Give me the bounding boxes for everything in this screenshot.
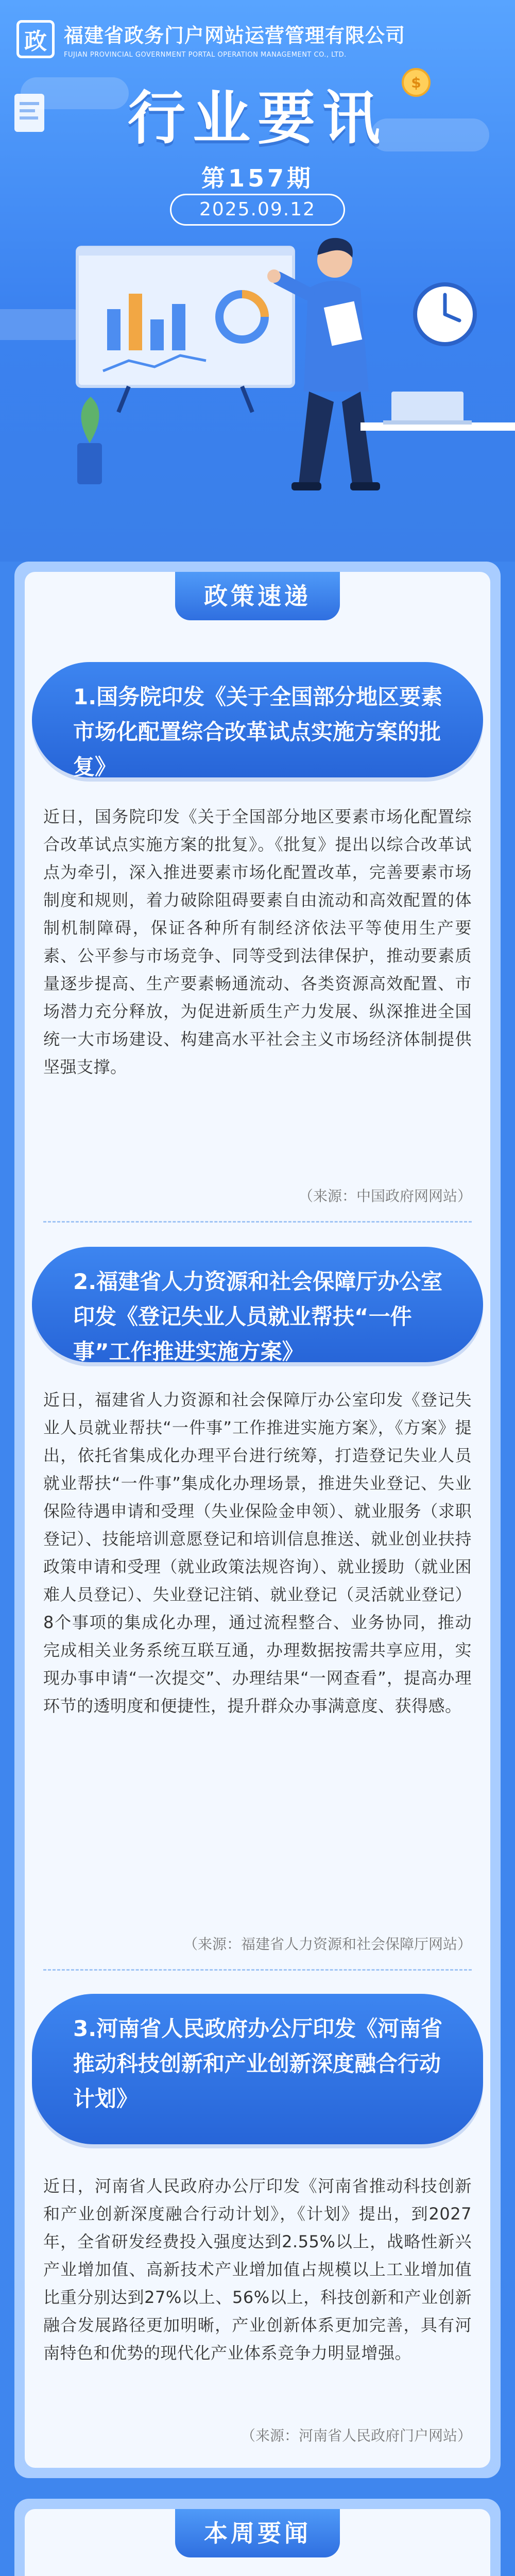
svg-text:$: $ xyxy=(411,74,421,91)
article-source: （来源：中国政府网网站） xyxy=(298,1188,472,1205)
article-source: （来源：河南省人民政府门户网站） xyxy=(241,2427,472,2444)
article-divider xyxy=(43,1969,472,1971)
issue-date: 2025.09.12 xyxy=(170,194,345,226)
section-tab-news: 本周要闻 xyxy=(175,2509,340,2557)
plant-icon xyxy=(77,397,102,484)
coin-icon xyxy=(403,69,430,96)
section-news xyxy=(14,2499,501,2576)
article-body: 近日，河南省人民政府办公厅印发《河南省推动科技创新和产业创新深度融合行动计划》，《计划》提出，到2027年，全省研发经费投入强度达到2.55%以上，战略性新兴产业增加值、高新技术产业增加值占规模以上工业增加值比重分别达到27%以上、56%以上，科技创新和产业创新融合发展路径更加明晰，产业创新体系更加完善，具有河南特色和优势的现代化产业体系竞争力明显增强。 xyxy=(43,2176,472,2363)
header-banner xyxy=(0,0,515,562)
article-body: 近日，国务院印发《关于全国部分地区要素市场化配置综合改革试点实施方案的批复》。《批复》提出以综合改革试点为牵引，深入推进要素市场化配置改革，完善要素市场制度和规则，着力破除阻碍要素自由流动和高效配置的体制机制障碍，保证各种所有制经济依法平等使用生产要素、公平参与市场竞争、同等受到法律保护，推动要素质量逐步提高、生产要素畅通流动、各类资源高效配置、市场潜力充分释放，为促进新质生产力发展、纵深推进全国统一大市场建设、构建高水平社会主义市场经济体制提供坚强支撑。 xyxy=(43,807,472,1077)
article-title: 2.福建省人力资源和社会保障厅办公室印发《登记失业人员就业帮扶“一件事”工作推进实施方案》 xyxy=(32,1247,483,1362)
article-divider xyxy=(43,1221,472,1223)
article-title: 3.河南省人民政府办公厅印发《河南省推动科技创新和产业创新深度融合行动计划》 xyxy=(32,1994,483,2144)
org-logo-icon: 政 xyxy=(16,20,55,58)
org-name-cn: 福建省政务门户网站运营管理有限公司 xyxy=(64,24,406,47)
article-title: 1.国务院印发《关于全国部分地区要素市场化配置综合改革试点实施方案的批复》 xyxy=(32,662,483,777)
issue-number: 第157期 xyxy=(201,164,314,192)
office-illustration xyxy=(0,0,515,562)
presentation-board xyxy=(77,247,294,412)
desk xyxy=(360,392,515,431)
article-body: 近日，福建省人力资源和社会保障厅办公室印发《登记失业人员就业帮扶“一件事”工作推进实施方案》，《方案》提出，依托省集成化办理平台进行统筹，打造登记失业人员就业帮扶“一件事”集成化办理场景，推进失业登记、失业保险待遇申请和受理（失业保险金申领）、就业服务（求职登记）、技能培训意愿登记和培训信息推送、就业创业扶持政策申请和受理（就业政策法规咨询）、就业援助（就业困难人员登记）、失业登记注销、就业登记（灵活就业登记）8个事项的集成化办理，通过流程整合、业务协同，推动完成相关业务系统互联互通，办理数据按需共享应用，实现办事申请“一次提交”、办理结果“一网查看”，提高办理环节的透明度和便捷性，提升群众办事满意度、获得感。 xyxy=(43,1390,472,1716)
org-name-en: FUJIAN PROVINCIAL GOVERNMENT PORTAL OPERATION MANAGEMENT CO., LTD. xyxy=(64,51,347,59)
document-icon xyxy=(14,94,44,132)
section-tab-policy: 政策速递 xyxy=(175,572,340,620)
clock-icon xyxy=(415,284,475,344)
article-source: （来源：福建省人力资源和社会保障厅网站） xyxy=(183,1936,472,1953)
page-title: 行业要讯 xyxy=(128,85,387,152)
